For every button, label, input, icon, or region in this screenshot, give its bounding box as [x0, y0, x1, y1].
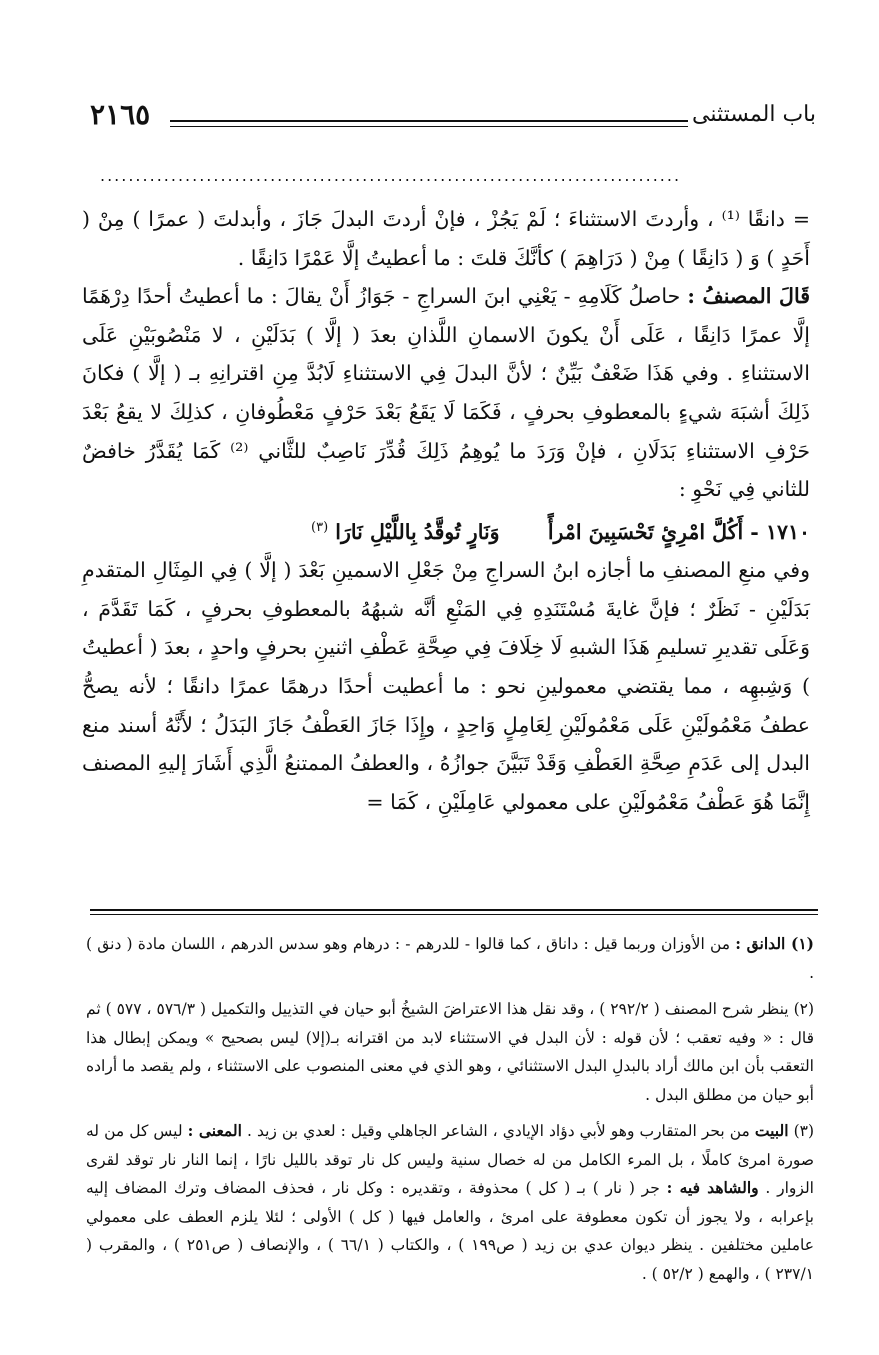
- footnote-1: [86, 930, 814, 987]
- footnote-3-text-a: من بحر المتقارب وهو لأبي دؤاد الإيادي ، الشاعر الجاهلي وقيل : لعدي بن زيد .: [241, 1122, 755, 1140]
- verse-hemistich-2: وَنَارٍ تُوقَّدُ بِاللَّيْلِ نَارَا: [335, 519, 500, 544]
- footnote-rule: [90, 909, 818, 911]
- verse-line: [82, 509, 810, 551]
- header-rule-thin: [170, 126, 688, 127]
- main-text: [82, 200, 810, 821]
- paragraph-3: وفي منعِ المصنفِ ما أجازه ابنُ السراجِ مِنْ جَعْلِ الاسمينِ بَعْدَ ( إلَّا ) فِي المِثَالِ المتقدمِ بَدَلَيْنِ - نَظَرٌ ؛ فإنَّ غايةَ مُسْتَنَدِهِ فِي المَنْعِ أنَّه شبهُهُ بالمعطوفِ بحرفٍ ، كَمَا تَقَدَّمَ ، وَعَلَى تقديرِ تسليمِ هَذَا الشبهِ لَا خِلَافَ فِي صِحَّةِ عَطْفِ اثنينِ بحرفٍ واحدٍ ، بعدَ ( أعطيتُ ) وَشِبهِه ، مما يقتضي معمولينِ نحو : ما أعطيت أحدًا درهمًا عمرًا دانقًا ؛ لأنه يصحُّ عطفُ مَعْمُولَيْنِ عَلَى مَعْمُولَيْنِ لِعَامِلٍ وَاحِدٍ ، وإِذَا جَازَ العَطْفُ جَازَ البَدَلُ ؛ لأَنَّهُ أسند منع البدل إلى عَدَمِ صِحَّةِ العَطْفِ وَقَدْ تَبَيَّنَ جوازُهُ ، والعطفُ الممتنعُ الَّذِي أَشَارَ إليهِ المصنف إِنَّمَا هُوَ عَطْفُ مَعْمُولَيْنِ على معمولي عَامِلَيْنِ ، كَمَا =: [82, 558, 810, 814]
- footnote-1-label: (١) الدانق :: [735, 934, 814, 953]
- verse-number: ١٧١٠ -: [750, 519, 810, 544]
- dotted-separator: ..................................................................................: [100, 166, 682, 185]
- footnote-3-label-shahid: والشاهد فيه :: [666, 1178, 759, 1197]
- footnotes: [86, 930, 814, 1296]
- paragraph-2: [82, 277, 810, 509]
- footnote-3-text-b: ليس كل من له صورة امرئ كاملًا ، بل المرء الكامل من له خصال سنية وليس كل نار توقد بالليل نارًا ، إنما النار نار توقد لقرى الزوار .: [86, 1122, 814, 1197]
- header-rule: [170, 120, 688, 122]
- footnote-3-label-maana: المعنى :: [187, 1121, 242, 1140]
- footnote-3-num: (٣): [788, 1122, 815, 1140]
- footnote-rule-thin: [90, 914, 818, 915]
- footnote-2: (٢) ينظر شرح المصنف ( ٢٩٢/٢ ) ، وقد نقل هذا الاعتراضَ الشيخُ أبو حيان في التذييل والتكميل ( ٥٧٦/٣ ، ٥٧٧ ) ثم قال : « وفيه تعقب ؛ لأن قوله : لأن البدل في الاستثناء لابد من اقترانه بـ(إلا) ليس بصحيح » ويمكن إبطال هذا التعقب بأن ابن مالك أراد بالبدلِ البدل الاستثنائي ، وهو الذي في معنى المنصوب على الاستثناء ، ولم يقصد ما أراده أبو حيان من مطلق البدل .: [86, 1000, 815, 1104]
- footnote-1-text: من الأوزان وربما قيل : داناق ، كما قالوا - للدرهم - : درهام وهو سدس الدرهم ، اللسان مادة ( دنق ) .: [86, 935, 814, 982]
- verse-footnote-ref: (٣): [311, 519, 329, 535]
- footnote-3-label-bayt: البيت: [754, 1121, 789, 1140]
- page-number: ٢١٦٥: [90, 98, 151, 131]
- page-header: [90, 100, 816, 136]
- paragraph-1: = دانقًا ⁽¹⁾ ، وأردتَ الاستثناءَ ؛ لَمْ يَجُزْ ، فإنْ أردتَ البدلَ جَازَ ، وأبدلتَ ( عمرًا ) مِنْ ( أَحَدٍ ) وَ ( دَانِقًا ) مِنْ ( دَرَاهِمَ ) كأنَّكَ قلتَ : ما أعطيتُ إلَّا عَمْرًا دَانِقًا .: [82, 207, 810, 270]
- author-label: قَالَ المصنفُ :: [687, 284, 810, 309]
- footnote-3-text-c: جر ( نار ) بـ ( كل ) محذوفة ، وتقديره : وكل نار ، فحذف المضاف وترك المضاف إليه بإعرابه ، ولا يجوز أن تكون معطوفة على امرئ ، والعامل فيها ( كل ) الأولى ؛ لئلا يلزم العطف على معمولي عاملين مختلفين . ينظر ديوان عدي بن زيد ( ص١٩٩ ) ، والكتاب ( ٦٦/١ ) ، والإنصاف ( ص٢٥١ ) ، والمقرب ( ٢٣٧/١ ) ، والهمع ( ٥٢/٢ ) .: [86, 1179, 815, 1283]
- verse-hemistich-1: أَكُلَّ امْرِئٍ تَحْسَبِينَ امْرأً: [547, 519, 744, 544]
- footnote-3: [86, 1117, 814, 1288]
- chapter-title: باب المستثنى: [692, 102, 816, 127]
- paragraph-2-text: حاصلُ كَلَامِهِ - يَعْنِي ابنَ السراجِ - جَوَازُ أَنْ يقالَ : ما أعطيتُ أحدًا دِرْهَمًا إلَّا عمرًا دَانِقًا ، عَلَى أَنْ يكونَ الاسمانِ اللَّذانِ بعدَ ( إلَّا ) بَدَلَيْنِ ، لا مَنْصُوبَيْنِ عَلَى الاستثناءِ . وفي هَذَا ضَعْفٌ بَيِّنٌ ؛ لأنَّ البدلَ فِي الاستثناءِ لَابُدَّ مِنِ اقترانِهِ بـ ( إلَّا ) فكانَ ذَلِكَ أشبَهَ شيءٍ بالمعطوفِ بحرفٍ ، فَكَمَا لَا يَقَعُ بَعْدَ حَرْفٍ مَعْطُوفانِ ، كذلِكَ لا يقعُ بَعْدَ حَرْفِ الاستثناءِ بَدَلَانِ ، فإنْ وَرَدَ ما يُوهِمُ ذَلِكَ قُدِّرَ نَاصِبٌ للثَّاني ⁽²⁾ كَمَا يُقَدَّرُ خافضٌ للثاني فِي نَحْوِ :: [82, 284, 810, 502]
